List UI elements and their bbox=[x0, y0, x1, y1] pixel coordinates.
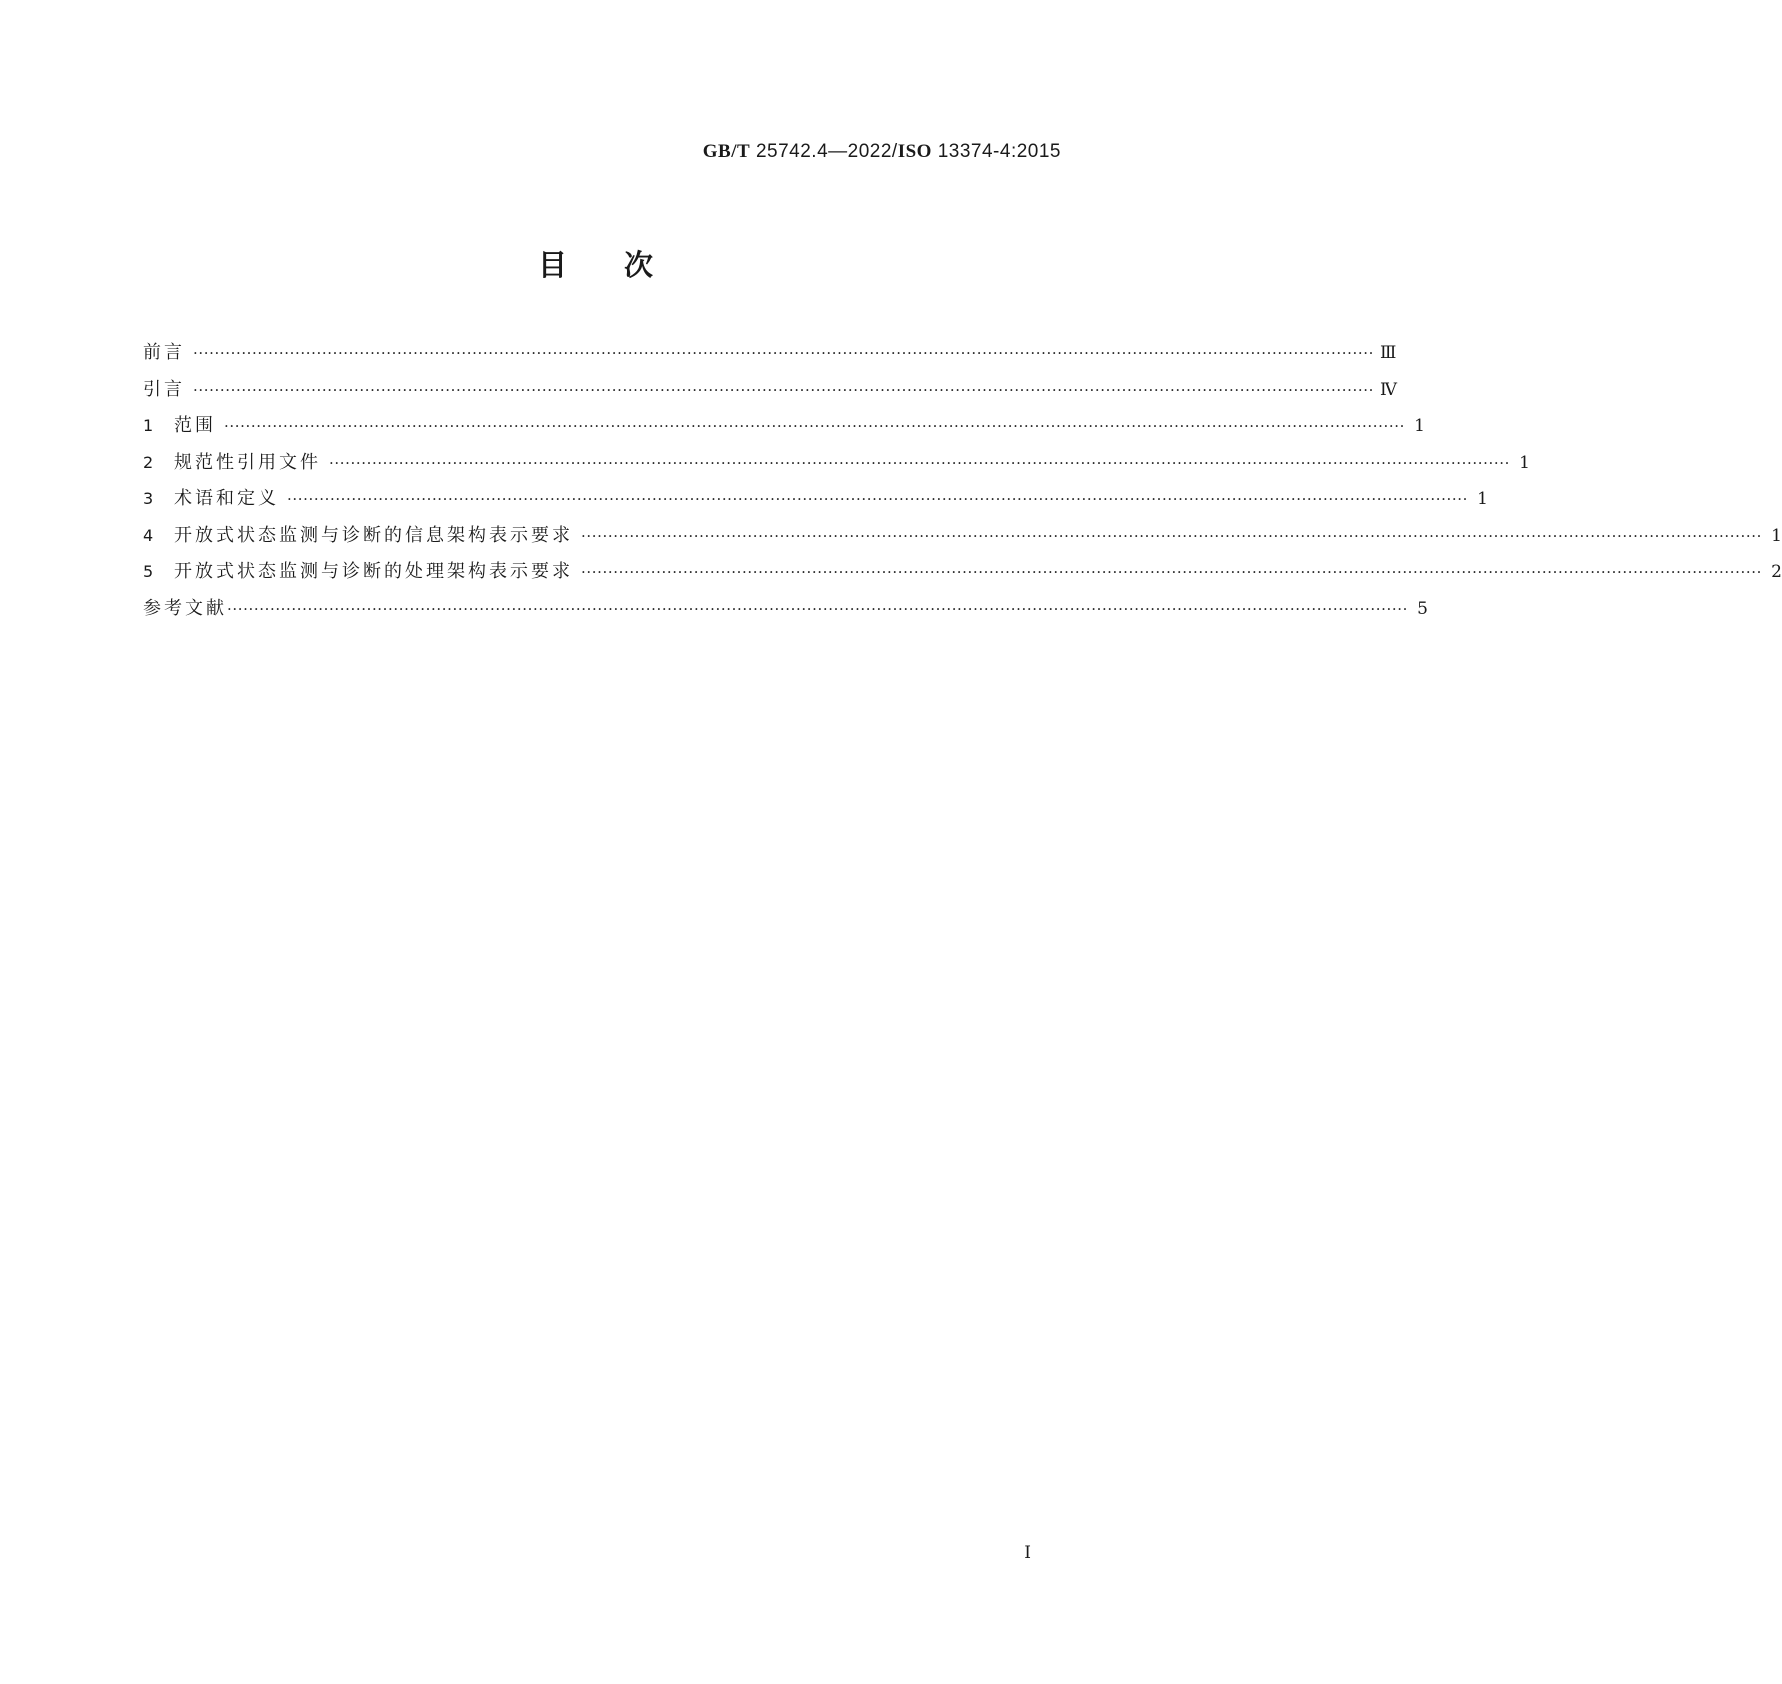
toc-entry-number: 2 bbox=[143, 452, 154, 472]
toc-entry-page: 5 bbox=[1417, 598, 1428, 619]
standard-code bbox=[703, 141, 1061, 163]
toc-leader-dots: ···························································································································································································································· bbox=[287, 490, 1468, 508]
toc-leader-dots: ···························································································································································································································· bbox=[224, 417, 1405, 435]
toc-entry-label: 5 开放式状态监测与诊断的处理架构表示要求 bbox=[143, 561, 573, 582]
toc-entry-information-architecture[interactable] bbox=[143, 521, 1782, 558]
iso-code-prefix: ISO bbox=[897, 141, 932, 162]
toc-entry-page: 1 bbox=[1519, 452, 1530, 473]
toc-entry-page: Ⅳ bbox=[1379, 379, 1397, 400]
toc-leader-dots: ···························································································································································································································· bbox=[581, 526, 1762, 545]
toc-entry-page: 1 bbox=[1477, 489, 1488, 509]
toc-entry-bibliography[interactable] bbox=[143, 594, 1428, 631]
toc-entry-page: 1 bbox=[1414, 416, 1425, 436]
toc-entry-page: 1 bbox=[1771, 525, 1782, 546]
toc-entry-processing-architecture[interactable] bbox=[143, 557, 1782, 594]
toc-entry-label: 前言 bbox=[143, 342, 185, 363]
toc-leader-dots: ···························································································································································································································· bbox=[227, 599, 1408, 618]
toc-leader-dots: ···························································································································································································································· bbox=[581, 563, 1762, 581]
toc-leader-dots: ···························································································································································································································· bbox=[193, 380, 1374, 399]
toc-entry-label: 引言 bbox=[143, 378, 185, 400]
table-of-contents bbox=[143, 338, 1782, 630]
toc-leader-dots: ···························································································································································································································· bbox=[193, 344, 1374, 362]
toc-leader-dots: ···························································································································································································································· bbox=[329, 453, 1510, 472]
toc-entry-number: 3 bbox=[143, 489, 154, 508]
toc-entry-number: 1 bbox=[143, 416, 154, 435]
toc-entry-label: 4 开放式状态监测与诊断的信息架构表示要求 bbox=[143, 524, 573, 546]
toc-entry-page: Ⅲ bbox=[1379, 343, 1397, 363]
toc-entry-normative-references[interactable] bbox=[143, 448, 1530, 485]
toc-entry-label: 1 范围 bbox=[143, 415, 216, 436]
toc-entry-label: 3 术语和定义 bbox=[143, 488, 279, 509]
toc-entry-number: 4 bbox=[143, 525, 154, 545]
standard-code-prefix: GB/T bbox=[702, 141, 751, 162]
toc-entry-label: 参考文献 bbox=[143, 597, 227, 619]
toc-entry-page: 2 bbox=[1771, 562, 1782, 582]
toc-entry-label: 2 规范性引用文件 bbox=[143, 451, 321, 473]
standard-code-number: 25742.4—2022/ bbox=[750, 141, 898, 162]
toc-entry-terms-definitions[interactable] bbox=[143, 484, 1488, 521]
toc-entry-foreword[interactable] bbox=[143, 338, 1397, 375]
toc-entry-number: 5 bbox=[143, 562, 154, 581]
iso-code-number: 13374-4:2015 bbox=[931, 141, 1061, 162]
toc-entry-introduction[interactable] bbox=[143, 375, 1397, 412]
toc-entry-scope[interactable] bbox=[143, 411, 1425, 448]
page-number: Ⅰ bbox=[1024, 1543, 1031, 1563]
toc-title: 目次 bbox=[537, 248, 710, 282]
